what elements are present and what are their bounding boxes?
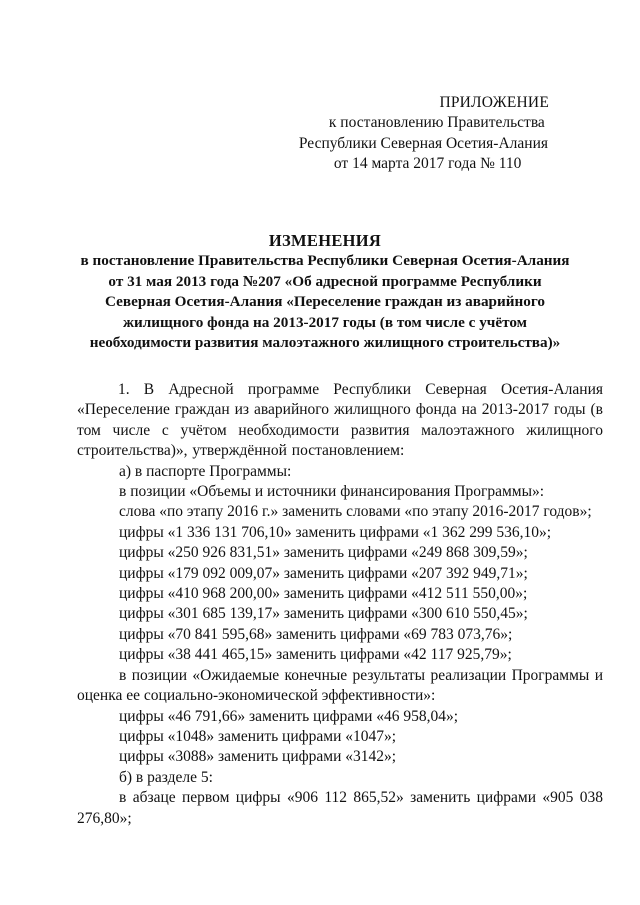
number-replace-line: цифры «38 441 465,15» заменить цифрами «42 117 925,79»; [119,646,512,664]
number-replace-line: цифры «46 791,66» заменить цифрами «46 958,04»; [119,707,459,725]
appendix-republic-line: Республики Северная Осетия-Алания [298,134,548,152]
position-results: в позиции «Ожидаемые конечные результаты реализации Программы и оценка ее социально-экономической эффективности»: [77,666,603,705]
number-replace-line: цифры «70 841 595,68» заменить цифрами «69 783 073,76»; [119,625,513,643]
heading-title: ИЗМЕНЕНИЯ [268,231,382,250]
position-financing: в позиции «Объемы и источники финансирования Программы»: [119,483,545,501]
appendix-header [298,93,549,175]
number-replace-line: цифры «410 968 200,00» заменить цифрами «412 511 550,00»; [119,585,528,603]
heading-line: жилищного фонда на 2013-2017 годы (в том числе с учётом [122,313,528,331]
paragraph-1: 1. В Адресной программе Республики Северная Осетия-Алания «Переселение граждан из аварийного жилищного фонда на 2013-2017 годы (в том числе с учётом необходимости развития малоэтажного жилищного строительства)», утверждённой постановлением: [77,381,603,460]
heading-line: в постановление Правительства Республики Северная Осетия-Алания [80,252,570,270]
number-replace-line: цифры «301 685 139,17» заменить цифрами «300 610 550,45»; [119,605,528,623]
document-heading [64,231,586,353]
number-replace-line: цифры «3088» заменить цифрами «3142»; [119,748,397,766]
number-replace-line: цифры «1048» заменить цифрами «1047»; [119,727,397,745]
heading-line: от 31 мая 2013 года №207 «Об адресной программе Республики [108,272,542,290]
heading-line: Северная Осетия-Алания «Переселение граждан из аварийного [105,293,545,311]
document-body [77,380,603,829]
heading-line: необходимости развития малоэтажного жилищного строительства)» [89,334,561,352]
item-a: а) в паспорте Программы: [119,462,292,480]
number-replace-line: цифры «1 336 131 706,10» заменить цифрами «1 362 299 536,10»; [119,523,552,541]
number-replace-line: цифры «179 092 009,07» заменить цифрами «207 392 949,71»; [119,564,528,582]
appendix-label: ПРИЛОЖЕНИЕ [439,94,549,111]
number-replace-line: цифры «250 926 831,51» заменить цифрами «249 868 309,59»; [119,544,528,562]
appendix-date-number: от 14 марта 2017 года № 110 [333,155,522,173]
words-replace-line: слова «по этапу 2016 г.» заменить словами «по этапу 2016-2017 годов»; [119,503,592,521]
last-paragraph: в абзаце первом цифры «906 112 865,52» заменить цифрами «905 038 276,80»; [77,789,603,827]
appendix-resolution-line: к постановлению Правительства [328,114,545,132]
item-b: б) в разделе 5: [119,768,213,786]
